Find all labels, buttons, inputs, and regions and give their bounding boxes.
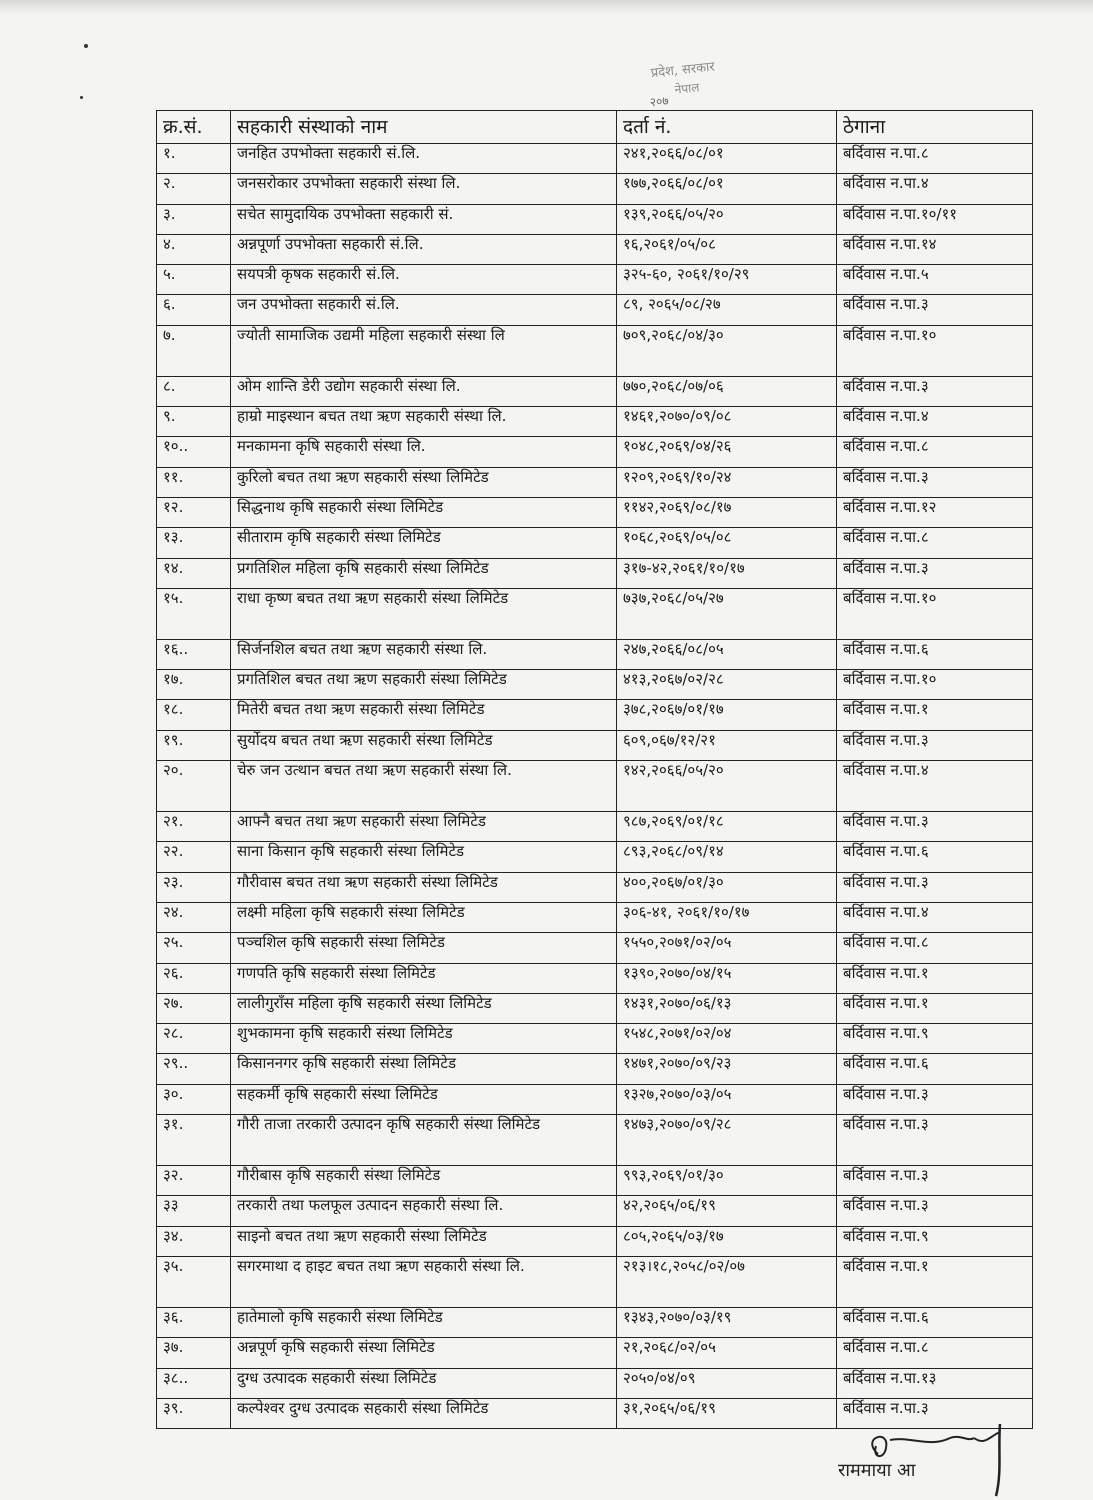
serial-cell: २१.: [157, 812, 231, 842]
registration-cell: १५४८,२०७१/०२/०४: [617, 1024, 837, 1054]
address-cell: बर्दिवास न.पा.३: [837, 295, 1033, 325]
registration-cell: ३१७-४२,२०६१/१०/१७: [617, 558, 837, 588]
address-cell: बर्दिवास न.पा.८: [837, 437, 1033, 467]
address-cell: बर्दिवास न.पा.१: [837, 700, 1033, 730]
official-stamp: प्रदेश, सरकार नेपाल २०७: [649, 59, 716, 110]
table-row: [157, 1368, 1033, 1398]
table-row: [157, 1307, 1033, 1337]
table-row: [157, 761, 1033, 812]
registration-cell: ९८७,२०६९/०१/१८: [617, 812, 837, 842]
name-cell: शुभकामना कृषि सहकारी संस्था लिमिटेड: [231, 1024, 617, 1054]
header-registration-no: दर्ता नं.: [617, 111, 837, 144]
registration-cell: ४१३,२०६७/०२/२८: [617, 670, 837, 700]
serial-cell: २४.: [157, 902, 231, 932]
name-cell: सयपत्री कृषक सहकारी सं.लि.: [231, 265, 617, 295]
address-cell: बर्दिवास न.पा.१०: [837, 325, 1033, 376]
table-row: [157, 325, 1033, 376]
table-row: [157, 842, 1033, 872]
registration-cell: ८९, २०६५/०८/२७: [617, 295, 837, 325]
address-cell: बर्दिवास न.पा.१४: [837, 234, 1033, 264]
table-row: [157, 144, 1033, 174]
registration-cell: ६०९,०६७/१२/२१: [617, 730, 837, 760]
name-cell: कुरिलो बचत तथा ऋण सहकारी संस्था लिमिटेड: [231, 467, 617, 497]
serial-cell: १०..: [157, 437, 231, 467]
serial-cell: ८.: [157, 376, 231, 406]
serial-cell: ९.: [157, 407, 231, 437]
serial-cell: ४.: [157, 234, 231, 264]
name-cell: सिर्जनशिल बचत तथा ऋण सहकारी संस्था लि.: [231, 639, 617, 669]
address-cell: बर्दिवास न.पा.१: [837, 963, 1033, 993]
serial-cell: ७.: [157, 325, 231, 376]
table-row: [157, 265, 1033, 295]
name-cell: गणपति कृषि सहकारी संस्था लिमिटेड: [231, 963, 617, 993]
name-cell: हातेमालो कृषि सहकारी संस्था लिमिटेड: [231, 1307, 617, 1337]
serial-cell: १५.: [157, 588, 231, 639]
table-row: [157, 1338, 1033, 1368]
table-row: [157, 700, 1033, 730]
registration-cell: १३४३,२०७०/०३/१९: [617, 1307, 837, 1337]
name-cell: चेरु जन उत्थान बचत तथा ऋण सहकारी संस्था लि.: [231, 761, 617, 812]
registration-cell: ३०६-४१, २०६१/१०/१७: [617, 902, 837, 932]
serial-cell: ३३: [157, 1196, 231, 1226]
registration-cell: १२०९,२०६९/१०/२४: [617, 467, 837, 497]
table-row: [157, 407, 1033, 437]
name-cell: जनहित उपभोक्ता सहकारी सं.लि.: [231, 144, 617, 174]
table-header-row: [157, 111, 1033, 144]
serial-cell: २९..: [157, 1054, 231, 1084]
serial-cell: ३२.: [157, 1166, 231, 1196]
address-cell: बर्दिवास न.पा.३: [837, 812, 1033, 842]
name-cell: ओम शान्ति डेरी उद्योग सहकारी संस्था लि.: [231, 376, 617, 406]
address-cell: बर्दिवास न.पा.३: [837, 376, 1033, 406]
registration-cell: ७७०,२०६८/०७/०६: [617, 376, 837, 406]
table-row: [157, 437, 1033, 467]
table-row: [157, 234, 1033, 264]
serial-cell: १९.: [157, 730, 231, 760]
serial-cell: ३९.: [157, 1398, 231, 1428]
serial-cell: २५.: [157, 933, 231, 963]
name-cell: साइनो बचत तथा ऋण सहकारी संस्था लिमिटेड: [231, 1226, 617, 1256]
name-cell: गौरीवास बचत तथा ऋण सहकारी संस्था लिमिटेड: [231, 872, 617, 902]
name-cell: हाम्रो माइस्थान बचत तथा ऋण सहकारी संस्था लि.: [231, 407, 617, 437]
registration-cell: ४२,२०६५/०६/१९: [617, 1196, 837, 1226]
registration-cell: २१,२०६८/०२/०५: [617, 1338, 837, 1368]
serial-cell: ३.: [157, 204, 231, 234]
address-cell: बर्दिवास न.पा.४: [837, 407, 1033, 437]
registration-cell: ९९३,२०६९/०१/३०: [617, 1166, 837, 1196]
address-cell: बर्दिवास न.पा.९: [837, 1226, 1033, 1256]
registration-cell: १६,२०६१/०५/०८: [617, 234, 837, 264]
serial-cell: १८.: [157, 700, 231, 730]
name-cell: लालीगुराँस महिला कृषि सहकारी संस्था लिमिटेड: [231, 993, 617, 1023]
registration-cell: १४७१,२०७०/०९/२३: [617, 1054, 837, 1084]
name-cell: मितेरी बचत तथा ऋण सहकारी संस्था लिमिटेड: [231, 700, 617, 730]
table-row: [157, 1084, 1033, 1114]
address-cell: बर्दिवास न.पा.८: [837, 933, 1033, 963]
table-row: [157, 812, 1033, 842]
name-cell: अन्नपूर्ण कृषि सहकारी संस्था लिमिटेड: [231, 1338, 617, 1368]
name-cell: प्रगतिशिल बचत तथा ऋण सहकारी संस्था लिमिटेड: [231, 670, 617, 700]
table-row: [157, 963, 1033, 993]
serial-cell: १.: [157, 144, 231, 174]
address-cell: बर्दिवास न.पा.३: [837, 730, 1033, 760]
serial-cell: २६.: [157, 963, 231, 993]
name-cell: गौरीबास कृषि सहकारी संस्था लिमिटेड: [231, 1166, 617, 1196]
registration-cell: २०५०/०४/०९: [617, 1368, 837, 1398]
address-cell: बर्दिवास न.पा.६: [837, 1054, 1033, 1084]
serial-cell: ३५.: [157, 1256, 231, 1307]
registration-cell: १४६१,२०७०/०९/०८: [617, 407, 837, 437]
address-cell: बर्दिवास न.पा.३: [837, 1115, 1033, 1166]
registration-cell: ११४२,२०६९/०८/१७: [617, 497, 837, 527]
address-cell: बर्दिवास न.पा.१: [837, 1256, 1033, 1307]
name-cell: गौरी ताजा तरकारी उत्पादन कृषि सहकारी संस्था लिमिटेड: [231, 1115, 617, 1166]
table-row: [157, 639, 1033, 669]
registration-cell: १५५०,२०७१/०२/०५: [617, 933, 837, 963]
name-cell: जन उपभोक्ता सहकारी सं.लि.: [231, 295, 617, 325]
address-cell: बर्दिवास न.पा.८: [837, 144, 1033, 174]
table-row: [157, 528, 1033, 558]
table-row: [157, 872, 1033, 902]
name-cell: ज्योती सामाजिक उद्यमी महिला सहकारी संस्था लि: [231, 325, 617, 376]
name-cell: तरकारी तथा फलफूल उत्पादन सहकारी संस्था लि.: [231, 1196, 617, 1226]
registration-cell: ३१,२०६५/०६/१९: [617, 1398, 837, 1428]
address-cell: बर्दिवास न.पा.१०: [837, 670, 1033, 700]
address-cell: बर्दिवास न.पा.१०/११: [837, 204, 1033, 234]
serial-cell: २८.: [157, 1024, 231, 1054]
name-cell: पञ्चशिल कृषि सहकारी संस्था लिमिटेड: [231, 933, 617, 963]
address-cell: बर्दिवास न.पा.३: [837, 558, 1033, 588]
table-row: [157, 1256, 1033, 1307]
address-cell: बर्दिवास न.पा.८: [837, 1338, 1033, 1368]
serial-cell: १४.: [157, 558, 231, 588]
serial-cell: ३०.: [157, 1084, 231, 1114]
registration-cell: १७७,२०६६/०८/०१: [617, 174, 837, 204]
table-row: [157, 1054, 1033, 1084]
table-row: [157, 902, 1033, 932]
serial-cell: ३१.: [157, 1115, 231, 1166]
name-cell: किसाननगर कृषि सहकारी संस्था लिमिटेड: [231, 1054, 617, 1084]
serial-cell: १३.: [157, 528, 231, 558]
registration-cell: ४००,२०६७/०१/३०: [617, 872, 837, 902]
address-cell: बर्दिवास न.पा.३: [837, 1398, 1033, 1428]
header-serial: क्र.सं.: [157, 111, 231, 144]
registration-cell: १०४८,२०६९/०४/२६: [617, 437, 837, 467]
registration-cell: १३२७,२०७०/०३/०५: [617, 1084, 837, 1114]
signatory-name: राममाया आ: [838, 1460, 916, 1481]
table-row: [157, 1024, 1033, 1054]
table-row: [157, 1196, 1033, 1226]
address-cell: बर्दिवास न.पा.३: [837, 1084, 1033, 1114]
table-row: [157, 730, 1033, 760]
table-row: [157, 376, 1033, 406]
address-cell: बर्दिवास न.पा.१: [837, 993, 1033, 1023]
registration-cell: ८९३,२०६८/०९/१४: [617, 842, 837, 872]
serial-cell: १६..: [157, 639, 231, 669]
header-address: ठेगाना: [837, 111, 1033, 144]
page-top-edge: [0, 0, 1093, 14]
address-cell: बर्दिवास न.पा.१३: [837, 1368, 1033, 1398]
serial-cell: २०.: [157, 761, 231, 812]
name-cell: सिद्धनाथ कृषि सहकारी संस्था लिमिटेड: [231, 497, 617, 527]
table-row: [157, 295, 1033, 325]
serial-cell: ३८..: [157, 1368, 231, 1398]
margin-mark: [84, 44, 88, 48]
registration-cell: १४२,२०६६/०५/२०: [617, 761, 837, 812]
registration-cell: १४७३,२०७०/०९/२८: [617, 1115, 837, 1166]
address-cell: बर्दिवास न.पा.६: [837, 639, 1033, 669]
table-row: [157, 497, 1033, 527]
serial-cell: ३४.: [157, 1226, 231, 1256]
name-cell: जनसरोकार उपभोक्ता सहकारी संस्था लि.: [231, 174, 617, 204]
name-cell: राधा कृष्ण बचत तथा ऋण सहकारी संस्था लिमिटेड: [231, 588, 617, 639]
name-cell: प्रगतिशिल महिला कृषि सहकारी संस्था लिमिटेड: [231, 558, 617, 588]
address-cell: बर्दिवास न.पा.४: [837, 761, 1033, 812]
table-body: [157, 144, 1033, 1429]
address-cell: बर्दिवास न.पा.४: [837, 174, 1033, 204]
table-row: [157, 558, 1033, 588]
address-cell: बर्दिवास न.पा.६: [837, 1307, 1033, 1337]
address-cell: बर्दिवास न.पा.३: [837, 467, 1033, 497]
name-cell: सहकर्मी कृषि सहकारी संस्था लिमिटेड: [231, 1084, 617, 1114]
registration-cell: ८०५,२०६५/०३/१७: [617, 1226, 837, 1256]
serial-cell: १२.: [157, 497, 231, 527]
serial-cell: ३७.: [157, 1338, 231, 1368]
table-row: [157, 1226, 1033, 1256]
registration-cell: २४७,२०६६/०८/०५: [617, 639, 837, 669]
name-cell: आफ्नै बचत तथा ऋण सहकारी संस्था लिमिटेड: [231, 812, 617, 842]
name-cell: सगरमाथा द हाइट बचत तथा ऋण सहकारी संस्था लि.: [231, 1256, 617, 1307]
table-row: [157, 1166, 1033, 1196]
name-cell: सुर्योदय बचत तथा ऋण सहकारी संस्था लिमिटेड: [231, 730, 617, 760]
address-cell: बर्दिवास न.पा.९: [837, 1024, 1033, 1054]
registration-cell: २१३।१८,२०५८/०२/०७: [617, 1256, 837, 1307]
registration-cell: १३९,२०६६/०५/२०: [617, 204, 837, 234]
table-row: [157, 670, 1033, 700]
address-cell: बर्दिवास न.पा.१२: [837, 497, 1033, 527]
address-cell: बर्दिवास न.पा.३: [837, 1166, 1033, 1196]
table-row: [157, 993, 1033, 1023]
serial-cell: ३६.: [157, 1307, 231, 1337]
serial-cell: २७.: [157, 993, 231, 1023]
address-cell: बर्दिवास न.पा.३: [837, 1196, 1033, 1226]
table-row: [157, 467, 1033, 497]
margin-mark: [80, 96, 83, 99]
table-row: [157, 933, 1033, 963]
table-row: [157, 204, 1033, 234]
table-row: [157, 174, 1033, 204]
header-name: सहकारी संस्थाको नाम: [231, 111, 617, 144]
registration-cell: ७३७,२०६८/०५/२७: [617, 588, 837, 639]
registration-cell: १४३१,२०७०/०६/१३: [617, 993, 837, 1023]
serial-cell: २३.: [157, 872, 231, 902]
registration-cell: २४१,२०६६/०८/०१: [617, 144, 837, 174]
name-cell: सचेत सामुदायिक उपभोक्ता सहकारी सं.: [231, 204, 617, 234]
name-cell: सीताराम कृषि सहकारी संस्था लिमिटेड: [231, 528, 617, 558]
address-cell: बर्दिवास न.पा.८: [837, 528, 1033, 558]
registration-cell: १३९०,२०७०/०४/१५: [617, 963, 837, 993]
name-cell: साना किसान कृषि सहकारी संस्था लिमिटेड: [231, 842, 617, 872]
name-cell: कल्पेश्वर दुग्ध उत्पादक सहकारी संस्था लिमिटेड: [231, 1398, 617, 1428]
serial-cell: २.: [157, 174, 231, 204]
registration-cell: १०६८,२०६९/०५/०८: [617, 528, 837, 558]
serial-cell: २२.: [157, 842, 231, 872]
name-cell: लक्ष्मी महिला कृषि सहकारी संस्था लिमिटेड: [231, 902, 617, 932]
cooperative-register-table: [156, 110, 1033, 1429]
address-cell: बर्दिवास न.पा.३: [837, 872, 1033, 902]
address-cell: बर्दिवास न.पा.६: [837, 842, 1033, 872]
serial-cell: १७.: [157, 670, 231, 700]
table-row: [157, 1115, 1033, 1166]
serial-cell: ६.: [157, 295, 231, 325]
address-cell: बर्दिवास न.पा.४: [837, 902, 1033, 932]
name-cell: अन्नपूर्णा उपभोक्ता सहकारी सं.लि.: [231, 234, 617, 264]
address-cell: बर्दिवास न.पा.१०: [837, 588, 1033, 639]
name-cell: मनकामना कृषि सहकारी संस्था लि.: [231, 437, 617, 467]
registration-cell: ७०९,२०६८/०४/३०: [617, 325, 837, 376]
serial-cell: ११.: [157, 467, 231, 497]
registration-cell: ३७८,२०६७/०१/१७: [617, 700, 837, 730]
name-cell: दुग्ध उत्पादक सहकारी संस्था लिमिटेड: [231, 1368, 617, 1398]
address-cell: बर्दिवास न.पा.५: [837, 265, 1033, 295]
table-row: [157, 588, 1033, 639]
registration-cell: ३२५-६०, २०६१/१०/२९: [617, 265, 837, 295]
serial-cell: ५.: [157, 265, 231, 295]
